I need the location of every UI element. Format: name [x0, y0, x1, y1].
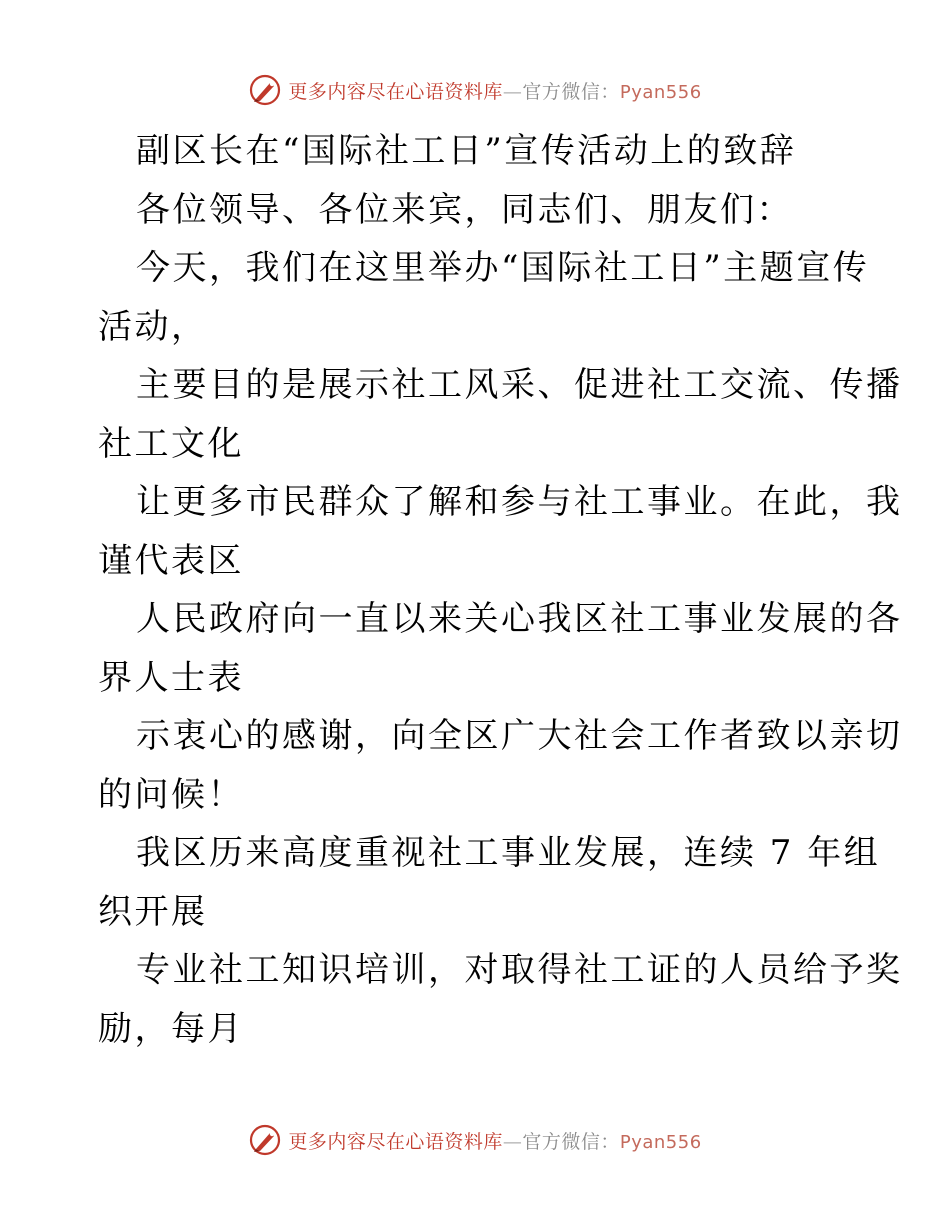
banner-wechat-id: Pyan556: [619, 81, 702, 103]
banner-text: [288, 1127, 701, 1154]
banner-main-text: 更多内容尽在心语资料库: [288, 1130, 503, 1153]
paragraph-line: 励，每月: [98, 1008, 244, 1049]
banner-wechat-label: 官方微信：: [522, 80, 620, 103]
document-title: 副区长在“国际社工日”宣传活动上的致辞: [136, 131, 797, 171]
pen-logo-icon: [248, 73, 282, 107]
banner-main-text: 更多内容尽在心语资料库: [288, 80, 503, 103]
paragraph-line: 织开展: [98, 891, 208, 932]
paragraph-line: 主要目的是展示社工风采、促进社工交流、传播: [136, 365, 903, 405]
paragraph-line: 人民政府向一直以来关心我区社工事业发展的各: [136, 599, 903, 639]
footer-banner: [0, 1120, 950, 1160]
paragraph-line: 社工文化: [98, 423, 244, 464]
document-body: [98, 122, 903, 1058]
document-salutation: 各位领导、各位来宾，同志们、朋友们：: [136, 189, 793, 230]
paragraph-line: 谨代表区: [98, 540, 244, 581]
banner-wechat-id: Pyan556: [619, 1131, 702, 1153]
pen-logo-icon: [248, 1123, 282, 1157]
paragraph-line: 界人士表: [98, 657, 244, 698]
paragraph-line: 的问候！: [98, 774, 244, 815]
banner-dash: —: [502, 1130, 523, 1153]
header-banner: [0, 70, 950, 110]
paragraph-line: 我区历来高度重视社工事业发展，连续 7 年组: [136, 833, 881, 873]
paragraph-line: 示衷心的感谢，向全区广大社会工作者致以亲切: [136, 716, 903, 756]
paragraph-line: 让更多市民群众了解和参与社工事业。在此，我: [136, 482, 903, 522]
banner-text: [288, 77, 701, 104]
banner-wechat-label: 官方微信：: [522, 1130, 620, 1153]
paragraph-line: 专业社工知识培训，对取得社工证的人员给予奖: [136, 950, 903, 990]
banner-dash: —: [502, 80, 523, 103]
paragraph-line: 今天，我们在这里举办“国际社工日”主题宣传: [136, 248, 870, 288]
paragraph-line: 活动，: [98, 306, 208, 347]
